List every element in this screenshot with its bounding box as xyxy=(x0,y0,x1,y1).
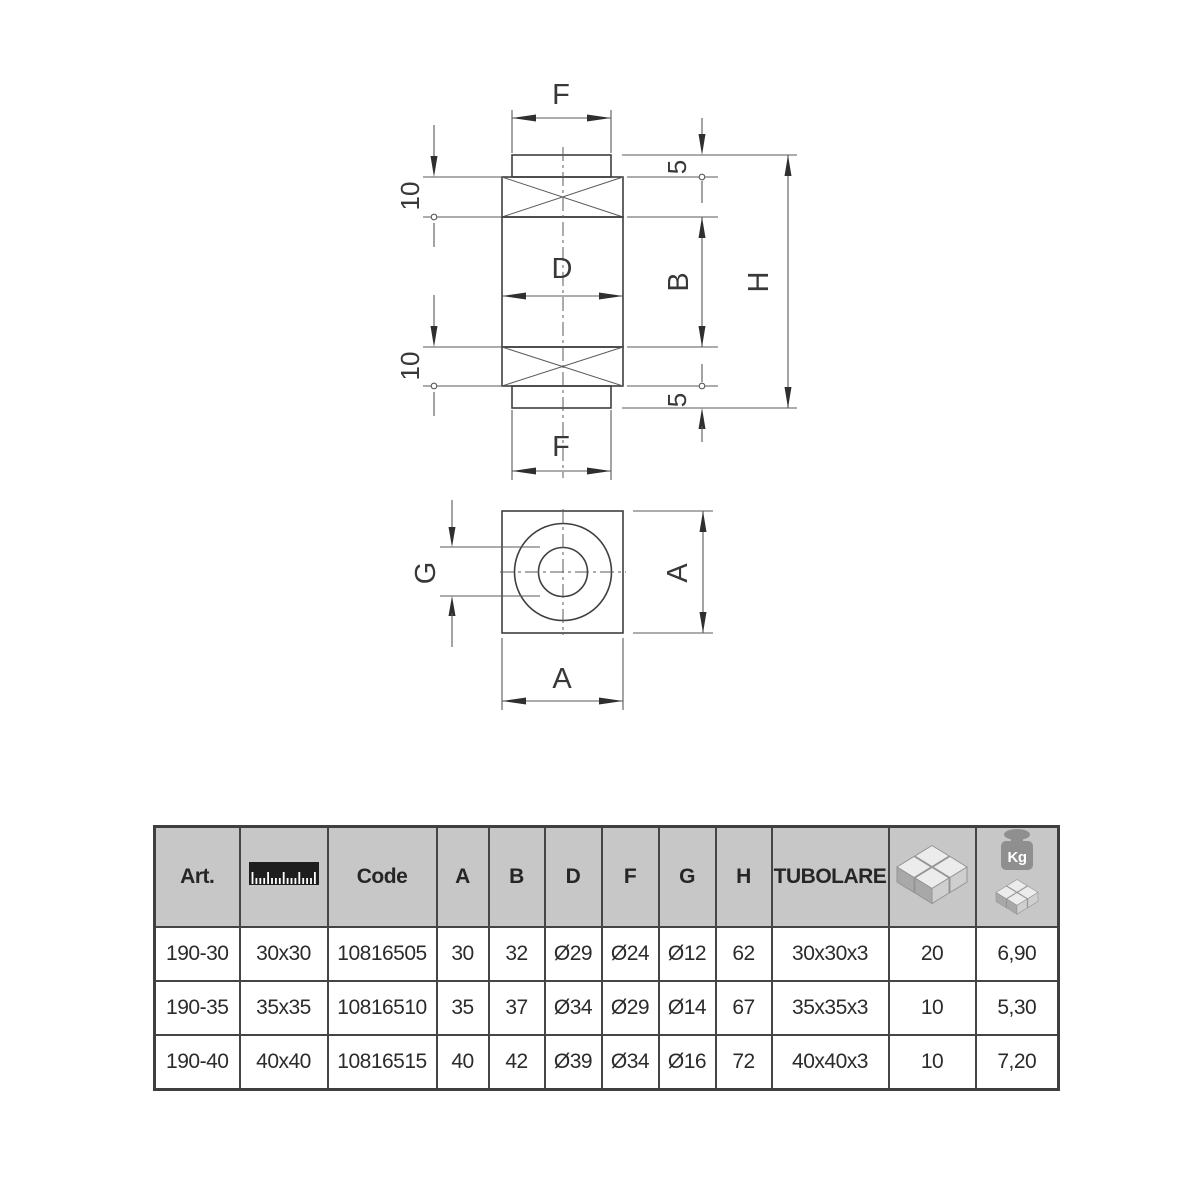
col-header-code: Code xyxy=(328,827,437,928)
dim-label-b: B xyxy=(663,272,695,292)
cell-a: 35 xyxy=(437,981,489,1035)
col-header-pack xyxy=(889,827,976,928)
cell-art: 190-35 xyxy=(155,981,240,1035)
cell-b: 32 xyxy=(489,927,545,981)
dim-f-bottom xyxy=(512,410,611,480)
dim-label-10-bottom: 10 xyxy=(395,351,425,381)
top-view xyxy=(410,500,713,710)
cell-g: Ø14 xyxy=(659,981,716,1035)
header-row xyxy=(155,827,1059,928)
col-header-size xyxy=(240,827,328,928)
cell-pack: 10 xyxy=(889,981,976,1035)
dim-label-g: G xyxy=(410,561,442,585)
cell-b: 42 xyxy=(489,1035,545,1090)
dim-label-d: D xyxy=(551,253,573,285)
dim-10-top xyxy=(395,125,502,247)
cell-code: 10816505 xyxy=(328,927,437,981)
col-header-g: G xyxy=(659,827,716,928)
cell-d: Ø39 xyxy=(545,1035,602,1090)
cell-f: Ø29 xyxy=(602,981,659,1035)
front-view xyxy=(395,79,797,480)
dim-label-5-bottom: 5 xyxy=(662,392,692,408)
dim-f-top xyxy=(512,79,611,153)
dim-label-a-right: A xyxy=(662,563,694,583)
cell-weight: 6,90 xyxy=(976,927,1059,981)
cell-code: 10816510 xyxy=(328,981,437,1035)
cell-weight: 7,20 xyxy=(976,1035,1059,1090)
cell-h: 72 xyxy=(716,1035,772,1090)
dim-label-a-bottom: A xyxy=(552,663,572,695)
col-header-weight xyxy=(976,827,1059,928)
cell-size: 40x40 xyxy=(240,1035,328,1090)
cell-tubolare: 35x35x3 xyxy=(772,981,889,1035)
col-header-f: F xyxy=(602,827,659,928)
dim-5-bottom xyxy=(622,364,797,442)
ruler-icon xyxy=(247,861,321,887)
col-header-tubolare: TUBOLARE xyxy=(772,827,889,928)
cell-pack: 20 xyxy=(889,927,976,981)
part-front-outline xyxy=(502,147,623,478)
cell-tubolare: 40x40x3 xyxy=(772,1035,889,1090)
cell-f: Ø24 xyxy=(602,927,659,981)
cell-a: 40 xyxy=(437,1035,489,1090)
part-top-outline xyxy=(500,509,626,635)
cell-b: 37 xyxy=(489,981,545,1035)
cell-d: Ø29 xyxy=(545,927,602,981)
weight-kg-icon xyxy=(992,828,1042,920)
spec-table xyxy=(153,825,1060,1091)
dim-a-bottom xyxy=(502,638,623,710)
cell-g: Ø16 xyxy=(659,1035,716,1090)
cell-f: Ø34 xyxy=(602,1035,659,1090)
col-header-d: D xyxy=(545,827,602,928)
col-header-b: B xyxy=(489,827,545,928)
cell-size: 35x35 xyxy=(240,981,328,1035)
col-header-art: Art. xyxy=(155,827,240,928)
cell-pack: 10 xyxy=(889,1035,976,1090)
cell-art: 190-40 xyxy=(155,1035,240,1090)
cell-art: 190-30 xyxy=(155,927,240,981)
cell-code: 10816515 xyxy=(328,1035,437,1090)
cell-weight: 5,30 xyxy=(976,981,1059,1035)
col-header-h: H xyxy=(716,827,772,928)
cell-h: 62 xyxy=(716,927,772,981)
cell-g: Ø12 xyxy=(659,927,716,981)
kg-weight-shape xyxy=(1001,829,1033,870)
cell-a: 30 xyxy=(437,927,489,981)
cell-tubolare: 30x30x3 xyxy=(772,927,889,981)
pack-quantity-icon xyxy=(892,843,972,905)
dim-label-5-top: 5 xyxy=(662,159,692,175)
col-header-a: A xyxy=(437,827,489,928)
cell-d: Ø34 xyxy=(545,981,602,1035)
cell-size: 30x30 xyxy=(240,927,328,981)
cell-h: 67 xyxy=(716,981,772,1035)
table-row xyxy=(155,1035,1059,1090)
dim-label-f-top: F xyxy=(552,79,570,111)
table-row xyxy=(155,927,1059,981)
dim-b xyxy=(627,217,718,347)
dim-label-10-top: 10 xyxy=(395,181,425,211)
dim-g xyxy=(410,500,540,647)
dim-label-h: H xyxy=(743,271,775,293)
dim-5-top xyxy=(622,118,797,203)
dim-10-bottom xyxy=(395,295,502,416)
dim-label-f-bottom: F xyxy=(552,431,570,463)
dim-a-right xyxy=(633,511,713,633)
kg-label: Kg xyxy=(1007,849,1027,866)
table-row xyxy=(155,981,1059,1035)
dim-h xyxy=(743,155,792,408)
